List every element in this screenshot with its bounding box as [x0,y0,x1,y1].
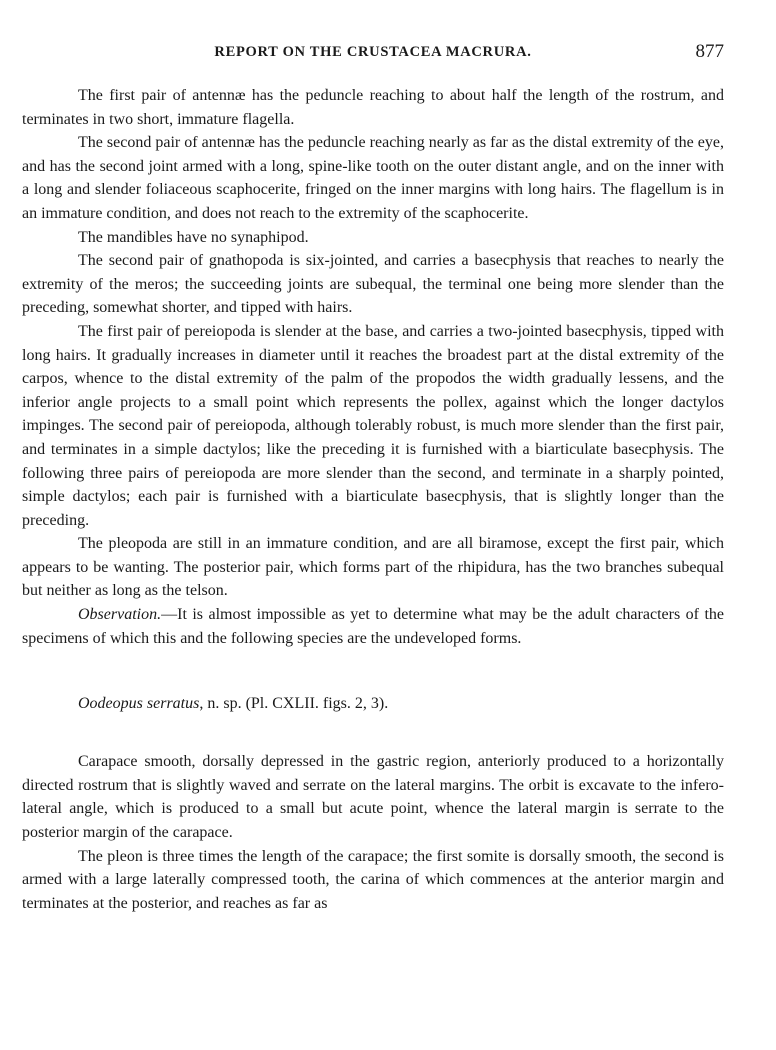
species-heading [22,692,724,750]
paragraph-pleon: The pleon is three times the length of the carapace; the first somite is dorsally smooth, the second is armed with a large laterally compressed tooth, the carina of which commences at the anterior margin and terminates at the posterior, and reaches as far as [22,847,724,912]
paragraph-antennae-first: The first pair of antennæ has the peduncle reaching to about half the length of the rostrum, and terminates in two short, immature flagella. [22,87,724,128]
page-header [22,41,724,68]
running-title: REPORT ON THE CRUSTACEA MACRURA. [214,44,532,60]
observation-label: Observation. [78,606,162,624]
paragraph-gnathopoda: The second pair of gnathopoda is six-jointed, and carries a basecphysis that reaches to nearly the extremity of the meros; the succeeding joints are subequal, the terminal one being more slender than the preceding, somewhat shorter, and tipped with hairs. [22,252,724,317]
paragraph-pereiopoda: The first pair of pereiopoda is slender at the base, and carries a two-jointed basecphysis, tipped with long hairs. It gradually increases in diameter until it reaches the broadest part at the distal extremity of the carpos, whence to the distal extremity of the palm of the propodos the width gradually lessens, and the inferior angle projects to a small point which represents the pollex, against which the longer dactylos impinges. The second pair of pereiopoda, although tolerably robust, is much more slender than the first pair, and terminates in a simple dactylos; like the preceding it is furnished with a biarticulate basecphysis. The following three pairs of pereiopoda are more slender than the second, and terminate in a sharply pointed, simple dactylos; each pair is furnished with a biarticulate basecphysis, that is slightly longer than the preceding. [22,322,724,529]
species-name: Oodeopus serratus [78,695,200,713]
observation-text: —It is almost impossible as yet to determine what may be the adult characters of the specimens of which this and the following species are the undeveloped forms. [22,606,724,647]
paragraph-carapace: Carapace smooth, dorsally depressed in the gastric region, anteriorly produced to a horizontally directed rostrum that is slightly waved and serrate on the lateral margins. The orbit is excavate to the infero-lateral angle, which is produced to a small but acute point, whence the lateral margin is serrate to the posterior margin of the carapace. [22,753,724,842]
paragraph-pleopoda: The pleopoda are still in an immature condition, and are all biramose, except the first pair, which appears to be wanting. The posterior pair, which forms part of the rhipidura, has the two branches subequal but neither as long as the telson. [22,535,724,600]
body-text [22,84,724,915]
section-gap [22,650,724,692]
paragraph-observation [22,603,724,650]
paragraph-antennae-second: The second pair of antennæ has the peduncle reaching nearly as far as the distal extremity of the eye, and has the second joint armed with a long, spine-like tooth on the outer distant angle, and on the inner with a long and slender foliaceous scaphocerite, fringed on the inner margins with long hairs. The flagellum is in an immature condition, and does not reach to the extremity of the scaphocerite. [22,134,724,222]
page-number: 877 [695,41,724,62]
paragraph-mandibles: The mandibles have no synaphipod. [78,228,309,246]
species-reference: , n. sp. (Pl. CXLII. figs. 2, 3). [199,695,389,713]
